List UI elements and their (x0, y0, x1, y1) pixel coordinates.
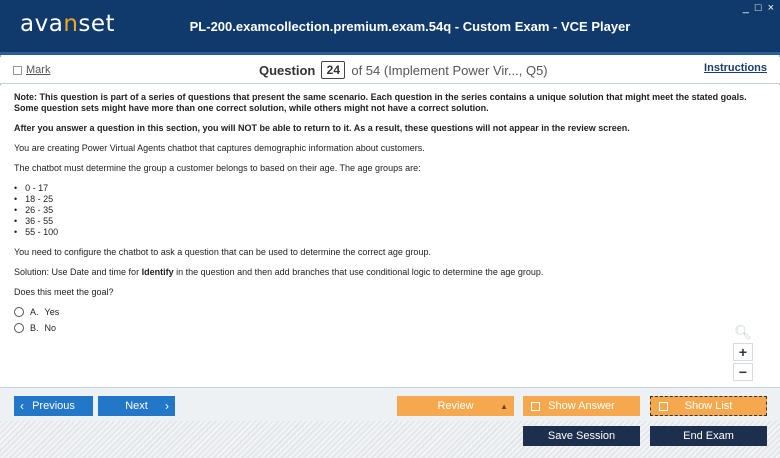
paragraph-3: You need to configure the chatbot to ask a question that can be used to determine the correct age group. (14, 247, 431, 257)
option-text: No (44, 323, 57, 333)
list-item: • 26 - 35 (14, 205, 764, 216)
question-label: Question (259, 62, 316, 78)
minimize-icon[interactable]: _ (742, 2, 749, 14)
magnifier-icon: 🔍︎ (734, 324, 752, 340)
instructions-link[interactable]: Instructions (704, 62, 767, 74)
window-controls (743, 2, 774, 14)
question-of-text: of 54 (Implement Power Vir..., Q5) (351, 62, 548, 78)
question-counter (259, 61, 548, 79)
show-answer-button[interactable]: Show Answer (523, 396, 640, 416)
checkbox-icon[interactable] (659, 402, 668, 411)
checkbox-icon[interactable] (531, 402, 540, 411)
option-b[interactable] (14, 323, 764, 333)
mark-label: Mark (26, 64, 51, 76)
save-session-button[interactable]: Save Session (523, 426, 640, 446)
end-exam-button[interactable]: End Exam (650, 426, 767, 446)
next-button[interactable]: Next › (98, 396, 175, 416)
avanset-logo: avanset (20, 11, 116, 37)
paragraph-2: The chatbot must determine the group a customer belongs to based on their age. The age groups are: (14, 163, 421, 173)
paragraph-1: You are creating Power Virtual Agents chatbot that captures demographic information about customers. (14, 143, 425, 153)
title-bar (0, 0, 780, 55)
option-letter: A. (30, 307, 39, 317)
list-item: • 55 - 100 (14, 227, 764, 238)
option-letter: B. (30, 323, 39, 333)
chevron-left-icon: ‹ (20, 399, 24, 413)
maximize-icon[interactable]: □ (754, 2, 762, 14)
list-item: • 36 - 55 (14, 216, 764, 227)
chevron-right-icon: › (165, 399, 169, 413)
question-content (0, 85, 780, 387)
question-text: Does this meet the goal? (14, 287, 114, 297)
close-icon[interactable]: × (767, 2, 774, 14)
note-text: Note: This question is part of a series of questions that present the same scenario. Each question in the series contains a unique solution that might meet the stated goals. Some question sets might have more than one correct solution, while others might not have a correct solution. (14, 92, 747, 113)
zoom-out-button[interactable]: − (733, 363, 753, 381)
window-title: PL-200.examcollection.premium.exam.54q - Custom Exam - VCE Player (189, 19, 631, 34)
warning-text: After you answer a question in this section, you will NOT be able to return to it. As a result, these questions will not appear in the review screen. (14, 123, 630, 133)
age-group-list (14, 183, 764, 238)
option-text: Yes (44, 307, 60, 317)
zoom-controls (732, 324, 754, 381)
list-item: • 0 - 17 (14, 183, 764, 194)
previous-button[interactable]: ‹ Previous (14, 396, 93, 416)
zoom-in-button[interactable]: + (733, 343, 753, 361)
show-list-button[interactable]: Show List (650, 396, 767, 416)
question-header (0, 57, 780, 84)
solution-text: Solution: Use Date and time for Identify in the question and then add branches that use conditional logic to determine the age group. (14, 267, 544, 277)
option-a[interactable] (14, 307, 764, 317)
navigation-bar (0, 387, 780, 421)
review-button[interactable]: Review ▲ (397, 396, 514, 416)
checkbox-icon[interactable] (13, 66, 22, 75)
radio-button[interactable] (14, 307, 24, 317)
mark-checkbox[interactable] (13, 64, 50, 76)
list-item: • 18 - 25 (14, 194, 764, 205)
triangle-up-icon: ▲ (500, 401, 508, 411)
question-number-input[interactable]: 24 (321, 61, 345, 79)
radio-button[interactable] (14, 323, 24, 333)
footer-bar (0, 421, 780, 458)
